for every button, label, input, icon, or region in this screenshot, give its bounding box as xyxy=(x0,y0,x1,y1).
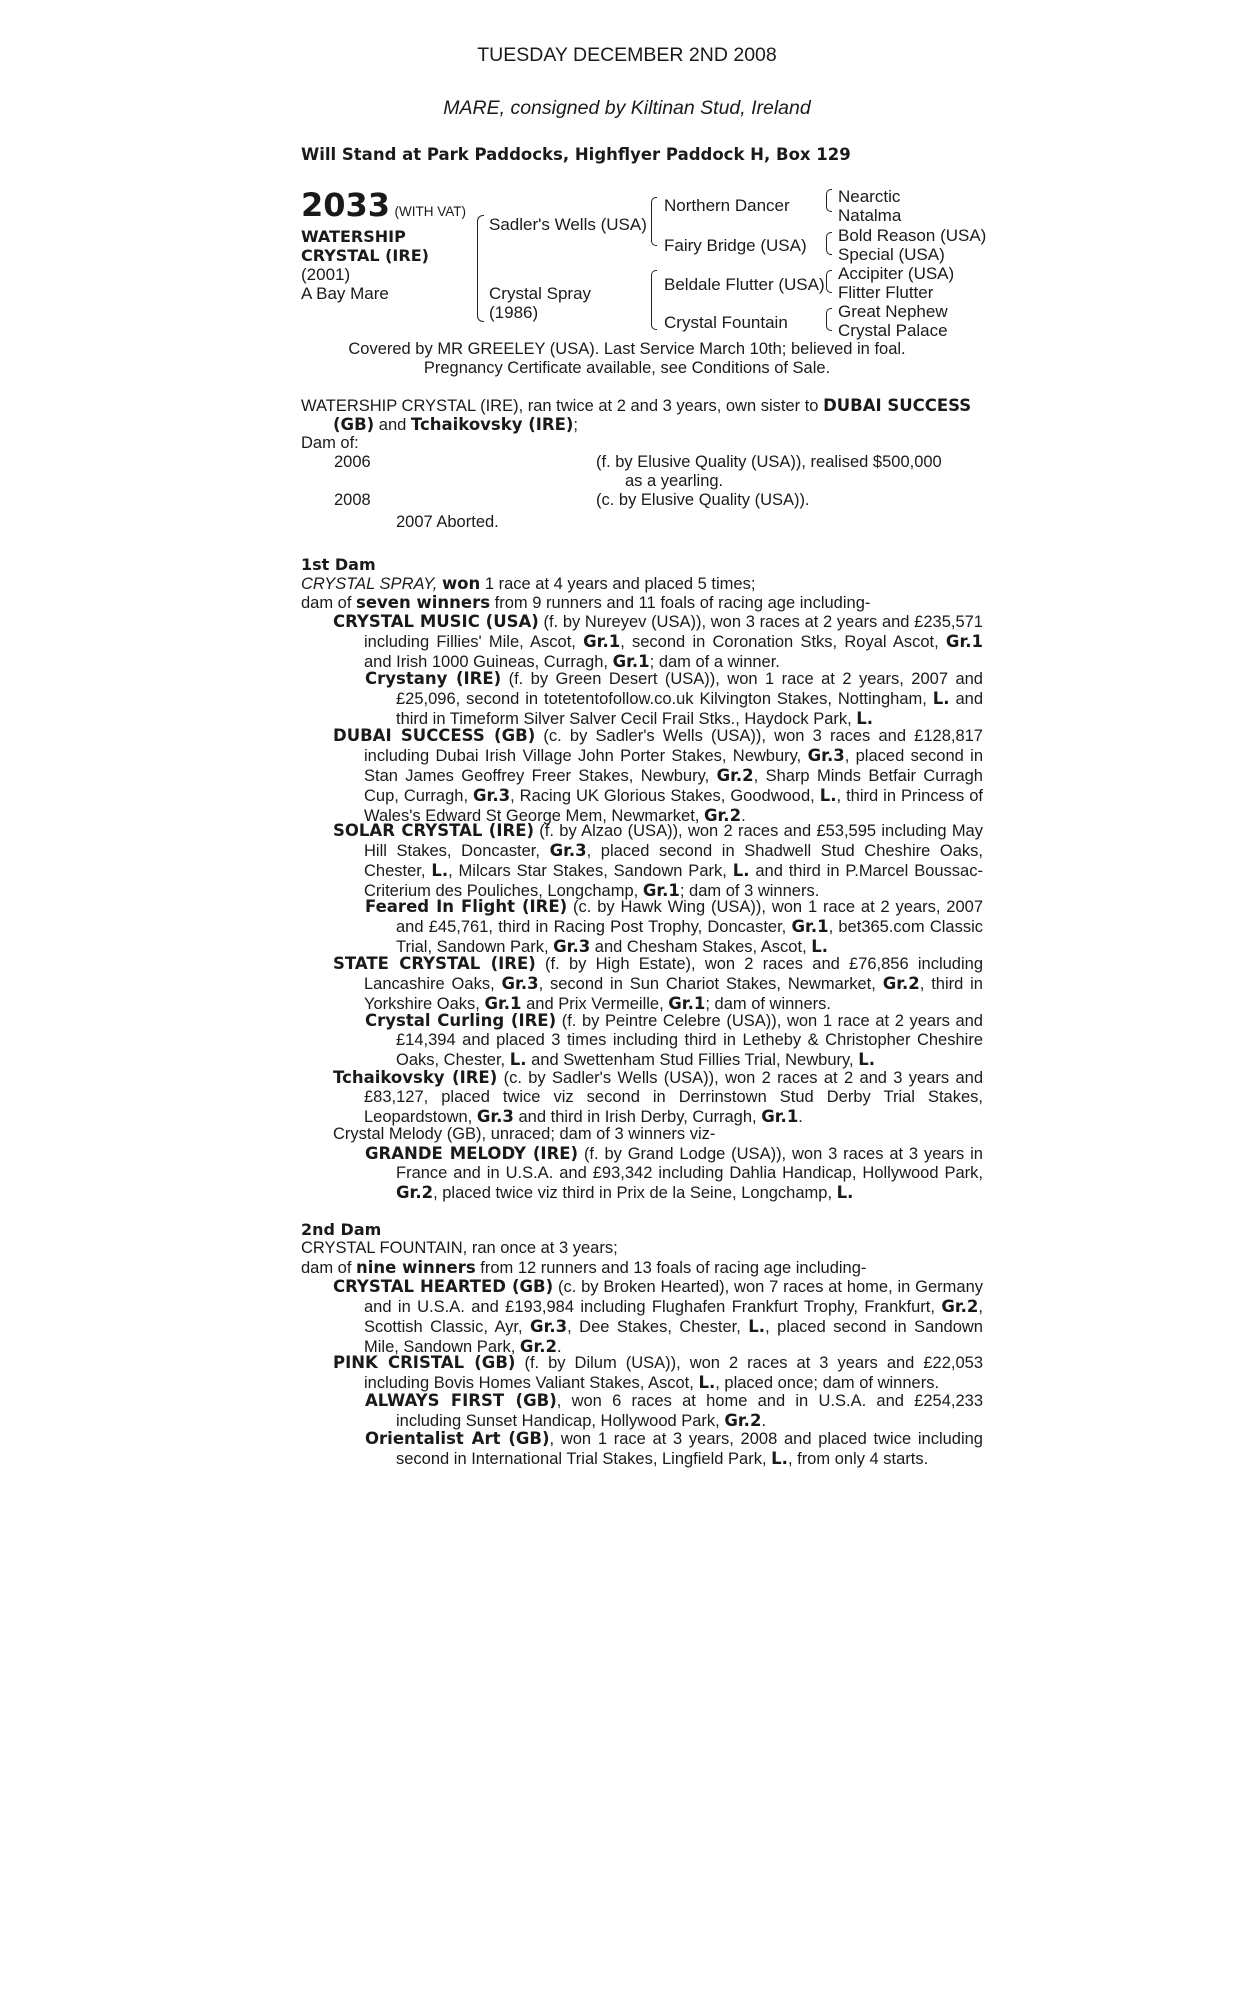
sire-sire: Northern Dancer xyxy=(664,196,790,215)
entry-text: (c. by Hawk Wing (USA)), won 1 race at 2 years, 2007 and £45,761, third in Racing Post Trophy, Doncaster, xyxy=(396,898,983,936)
entry-text: (f. by Alzao (USA)), won 2 races and £53,595 including May Hill Stakes, Doncaster, xyxy=(364,822,983,860)
grade: L. xyxy=(856,709,874,728)
grade: L. xyxy=(811,937,829,956)
entry-text: and Irish 1000 Guineas, Curragh, xyxy=(364,653,613,671)
pedigree-brace xyxy=(651,221,657,246)
entry-text: (f. by Peintre Celebre (USA)), won 1 race at 2 years and £14,394 and placed 3 times including third in Letheby & Christopher Cheshire Oaks, Chester, xyxy=(396,1012,983,1069)
grade: L. xyxy=(732,861,750,880)
ancestor-3: Bold Reason (USA) xyxy=(838,226,987,245)
pedigree-brace xyxy=(826,318,832,331)
intro-line-1 xyxy=(301,396,971,416)
grade: Gr.3 xyxy=(549,841,587,860)
ancestor-2: Natalma xyxy=(838,206,902,225)
progeny-entry xyxy=(365,897,983,957)
grade: L. xyxy=(932,689,950,708)
entry-text: , Dee Stakes, Chester, xyxy=(567,1318,749,1336)
ancestor-5: Accipiter (USA) xyxy=(838,264,955,283)
grade: Gr.3 xyxy=(476,1107,514,1126)
won-word: won xyxy=(441,574,481,593)
dam-year: (1986) xyxy=(489,303,539,322)
grade: Gr.1 xyxy=(612,652,650,671)
pedigree-brace xyxy=(651,294,657,330)
grade: Gr.1 xyxy=(484,994,522,1013)
progeny-name: Feared In Flight (IRE) xyxy=(365,897,568,916)
progeny-entry xyxy=(365,1144,983,1203)
entry-text: and third in P.Marcel Boussac-Criterium des Pouliches, Longchamp, xyxy=(364,862,983,900)
summary-text: from 9 runners and 11 foals of racing age including- xyxy=(490,594,871,612)
produce-year: 2008 xyxy=(334,491,371,509)
entry-text: and Prix Vermeille, xyxy=(521,995,669,1013)
entry-text: ; dam of winners. xyxy=(705,995,831,1013)
produce-aborted: 2007 Aborted. xyxy=(396,513,499,531)
progeny-name: Crystany (IRE) xyxy=(365,669,502,688)
intro-text: WATERSHIP CRYSTAL (IRE), ran twice at 2 and 3 years, own sister to xyxy=(301,397,824,415)
winners-count: seven winners xyxy=(356,593,491,612)
pedigree-brace xyxy=(651,270,657,295)
grade: Gr.2 xyxy=(724,1411,762,1430)
summary-text: dam of xyxy=(301,1259,357,1277)
entry-text: , second in Coronation Stks, Royal Ascot, xyxy=(620,633,946,651)
first-dam-line xyxy=(301,574,755,594)
progeny-name: STATE CRYSTAL (IRE) xyxy=(333,954,536,973)
entry-text: (c. by Sadler's Wells (USA)), won 3 races and £128,817 including Dubai Irish Village John Porter Stakes, Newbury, xyxy=(364,727,983,765)
progeny-entry xyxy=(333,1277,983,1357)
entry-text: , Milcars Star Stakes, Sandown Park, xyxy=(448,862,733,880)
entry-text: . xyxy=(556,1338,562,1356)
entry-text: and Swettenham Stud Fillies Trial, Newbury, xyxy=(526,1051,859,1069)
grade: Gr.2 xyxy=(941,1297,979,1316)
entry-text: , placed second in Stan James Geoffrey Freer Stakes, Newbury, xyxy=(364,747,983,785)
grade: L. xyxy=(819,786,837,805)
progeny-name: CRYSTAL MUSIC (USA) xyxy=(333,612,539,631)
progeny-entry xyxy=(333,821,983,901)
sibling-name: Tchaikovsky (IRE) xyxy=(410,415,574,434)
produce-text: (c. by Elusive Quality (USA)). xyxy=(596,491,810,509)
grade: L. xyxy=(698,1373,716,1392)
lot-number: 2033 xyxy=(301,186,391,224)
produce-text: (f. by Elusive Quality (USA)), realised $500,000 xyxy=(596,453,942,471)
grade: L. xyxy=(509,1050,527,1069)
sire: Sadler's Wells (USA) xyxy=(489,215,647,234)
entry-text: . xyxy=(741,807,746,825)
entry-text: and Chesham Stakes, Ascot, xyxy=(590,938,812,956)
consignor-line: MARE, consigned by Kiltinan Stud, Ireland xyxy=(443,97,811,119)
pedigree-brace xyxy=(826,199,832,212)
ancestor-4: Special (USA) xyxy=(838,245,945,264)
sibling-name: DUBAI SUCCESS xyxy=(823,396,972,415)
grade: Gr.2 xyxy=(396,1183,434,1202)
grade: Gr.3 xyxy=(501,974,539,993)
pedigree-brace xyxy=(477,268,484,322)
sale-date: TUESDAY DECEMBER 2ND 2008 xyxy=(477,44,777,66)
entry-text: , won 1 race at 3 years, 2008 and placed twice including second in International Trial Stakes, Lingfield Park, xyxy=(396,1430,983,1468)
progeny-name: Orientalist Art (GB) xyxy=(365,1429,550,1448)
grade: Gr.1 xyxy=(583,632,621,651)
grade: Gr.1 xyxy=(668,994,706,1013)
progeny-entry xyxy=(365,1011,983,1070)
progeny-entry: Crystal Melody (GB), unraced; dam of 3 winners viz- xyxy=(333,1125,716,1143)
first-dam-produce-summary xyxy=(301,593,870,613)
grade: Gr.2 xyxy=(703,806,742,825)
grade: L. xyxy=(858,1050,875,1069)
pedigree-brace xyxy=(477,215,484,269)
entry-text: , placed second in Sandown Mile, Sandown Park, xyxy=(364,1318,983,1356)
horse-name-line2: CRYSTAL (IRE) xyxy=(301,246,429,265)
entry-text: (f. by Dilum (USA)), won 2 races at 3 years and £22,053 including Bovis Homes Valiant Stakes, Ascot, xyxy=(364,1354,983,1392)
ancestor-6: Flitter Flutter xyxy=(838,283,934,302)
entry-text: , placed once; dam of winners. xyxy=(715,1374,940,1392)
second-dam-line: CRYSTAL FOUNTAIN, ran once at 3 years; xyxy=(301,1239,618,1257)
entry-text: , won 6 races at home and in U.S.A. and £254,233 including Sunset Handicap, Hollywood Park, xyxy=(396,1392,983,1430)
second-dam-heading: 2nd Dam xyxy=(301,1220,382,1239)
progeny-name: Tchaikovsky (IRE) xyxy=(333,1068,498,1087)
grade: L. xyxy=(748,1317,766,1336)
progeny-name: PINK CRISTAL (GB) xyxy=(333,1353,516,1372)
dam-dam: Crystal Fountain xyxy=(664,313,788,332)
vat-note: (WITH VAT) xyxy=(394,204,466,219)
grade: Gr.3 xyxy=(553,937,591,956)
progeny-name: ALWAYS FIRST (GB) xyxy=(365,1391,557,1410)
ancestor-1: Nearctic xyxy=(838,187,901,206)
entry-text: ; dam of a winner. xyxy=(649,653,780,671)
entry-text: , third in Princess of Wales's Edward St George Mem, Newmarket, xyxy=(364,787,983,825)
grade: Gr.3 xyxy=(473,786,511,805)
grade: Gr.1 xyxy=(761,1107,799,1126)
pedigree-brace xyxy=(826,280,832,293)
progeny-entry xyxy=(333,726,983,826)
progeny-entry xyxy=(333,954,983,1014)
covered-line-1: Covered by MR GREELEY (USA). Last Service March 10th; believed in foal. xyxy=(348,340,906,358)
sire-dam: Fairy Bridge (USA) xyxy=(664,236,807,255)
ancestor-8: Crystal Palace xyxy=(838,321,948,340)
dam-sire: Beldale Flutter (USA) xyxy=(664,275,825,294)
grade: Gr.3 xyxy=(530,1317,568,1336)
entry-text: ; dam of 3 winners. xyxy=(679,882,820,900)
pedigree-brace xyxy=(826,242,832,255)
entry-text: (c. by Sadler's Wells (USA)), won 2 races at 2 and 3 years and £83,127, placed twice viz second in Derrinstown Stud Derby Trial Stakes, Leopardstown, xyxy=(364,1069,984,1126)
entry-text: (f. by Grand Lodge (USA)), won 3 races at 3 years in France and in U.S.A. and £93,342 including Dahlia Handicap, Hollywood Park, xyxy=(396,1145,983,1182)
summary-text: dam of xyxy=(301,594,357,612)
first-dam-name: CRYSTAL SPRAY, xyxy=(301,575,438,593)
progeny-name: DUBAI SUCCESS (GB) xyxy=(333,726,536,745)
first-dam-heading: 1st Dam xyxy=(301,555,376,574)
entry-text: , Sharp Minds Betfair Curragh Cup, Curragh, xyxy=(364,767,983,805)
race-record: 1 race at 4 years and placed 5 times; xyxy=(480,575,756,593)
grade: Gr.2 xyxy=(882,974,920,993)
grade: Gr.2 xyxy=(519,1337,557,1356)
entry-text: and third in Irish Derby, Curragh, xyxy=(513,1108,762,1126)
entry-text: , Racing UK Glorious Stakes, Goodwood, xyxy=(510,787,820,805)
progeny-name: SOLAR CRYSTAL (IRE) xyxy=(333,821,535,840)
second-dam-produce-summary xyxy=(301,1258,866,1278)
horse-name-line1: WATERSHIP xyxy=(301,227,406,246)
progeny-name: CRYSTAL HEARTED (GB) xyxy=(333,1277,554,1296)
ancestor-7: Great Nephew xyxy=(838,302,948,321)
produce-year: 2006 xyxy=(334,453,371,471)
entry-text: , Scottish Classic, Ayr, xyxy=(364,1298,983,1336)
dam: Crystal Spray xyxy=(489,284,592,303)
winners-count: nine winners xyxy=(356,1258,476,1277)
entry-text: . xyxy=(761,1412,767,1430)
lot-number-line xyxy=(301,186,466,224)
progeny-entry xyxy=(365,1391,983,1431)
entry-text: , placed twice viz third in Prix de la Seine, Longchamp, xyxy=(433,1184,837,1202)
entry-text: , bet365.com Classic Trial, Sandown Park, xyxy=(396,918,983,956)
grade: Gr.1 xyxy=(642,881,680,900)
grade: L. xyxy=(771,1449,788,1468)
entry-text: and third in Timeform Silver Salver Cecil Frail Stks., Haydock Park, xyxy=(396,690,983,728)
grade: Gr.3 xyxy=(807,746,845,765)
progeny-entry xyxy=(365,1429,983,1469)
grade: L. xyxy=(431,861,449,880)
progeny-entry xyxy=(333,1353,983,1393)
entry-text: , from only 4 starts. xyxy=(787,1450,929,1468)
entry-text: , second in Sun Chariot Stakes, Newmarket, xyxy=(538,975,883,993)
summary-text: from 12 runners and 13 foals of racing age including- xyxy=(475,1259,867,1277)
progeny-entry xyxy=(365,669,983,729)
progeny-entry xyxy=(333,612,983,672)
sibling-suffix: (GB) xyxy=(333,415,375,434)
progeny-entry xyxy=(333,1068,983,1127)
grade: Gr.1 xyxy=(945,632,983,651)
covered-line-2: Pregnancy Certificate available, see Conditions of Sale. xyxy=(423,359,831,377)
progeny-name: Crystal Curling (IRE) xyxy=(365,1011,557,1030)
progeny-name: GRANDE MELODY (IRE) xyxy=(365,1144,579,1163)
entry-text: (f. by High Estate), won 2 races and £76,856 including Lancashire Oaks, xyxy=(364,955,984,993)
entry-text: (c. by Broken Hearted), won 7 races at home, in Germany and in U.S.A. and £193,984 including Flughafen Frankfurt Trophy, Frankfurt, xyxy=(364,1278,983,1316)
grade: L. xyxy=(836,1183,854,1202)
grade: Gr.2 xyxy=(716,766,754,785)
entry-text: (f. by Nureyev (USA)), won 3 races at 2 years and £235,571 including Fillies' Mile, Ascot, xyxy=(364,613,983,651)
intro-text: and xyxy=(374,416,411,434)
horse-description: A Bay Mare xyxy=(301,284,389,303)
produce-text: as a yearling. xyxy=(625,472,724,490)
grade: Gr.1 xyxy=(791,917,829,936)
entry-text: . xyxy=(798,1108,803,1126)
foaling-year: (2001) xyxy=(301,265,351,284)
entry-text: , placed second in Shadwell Stud Cheshire Oaks, Chester, xyxy=(364,842,983,880)
dam-of-label: Dam of: xyxy=(301,434,359,452)
intro-text: ; xyxy=(573,416,578,434)
entry-text: (f. by Green Desert (USA)), won 1 race at 2 years, 2007 and £25,096, second in totetentofollow.co.uk Kilvington Stakes, Nottingham, xyxy=(396,670,983,708)
intro-line-2 xyxy=(333,415,578,435)
entry-text: , third in Yorkshire Oaks, xyxy=(364,975,983,1013)
pedigree-brace xyxy=(651,197,657,222)
stand-location: Will Stand at Park Paddocks, Highflyer Paddock H, Box 129 xyxy=(301,145,851,164)
